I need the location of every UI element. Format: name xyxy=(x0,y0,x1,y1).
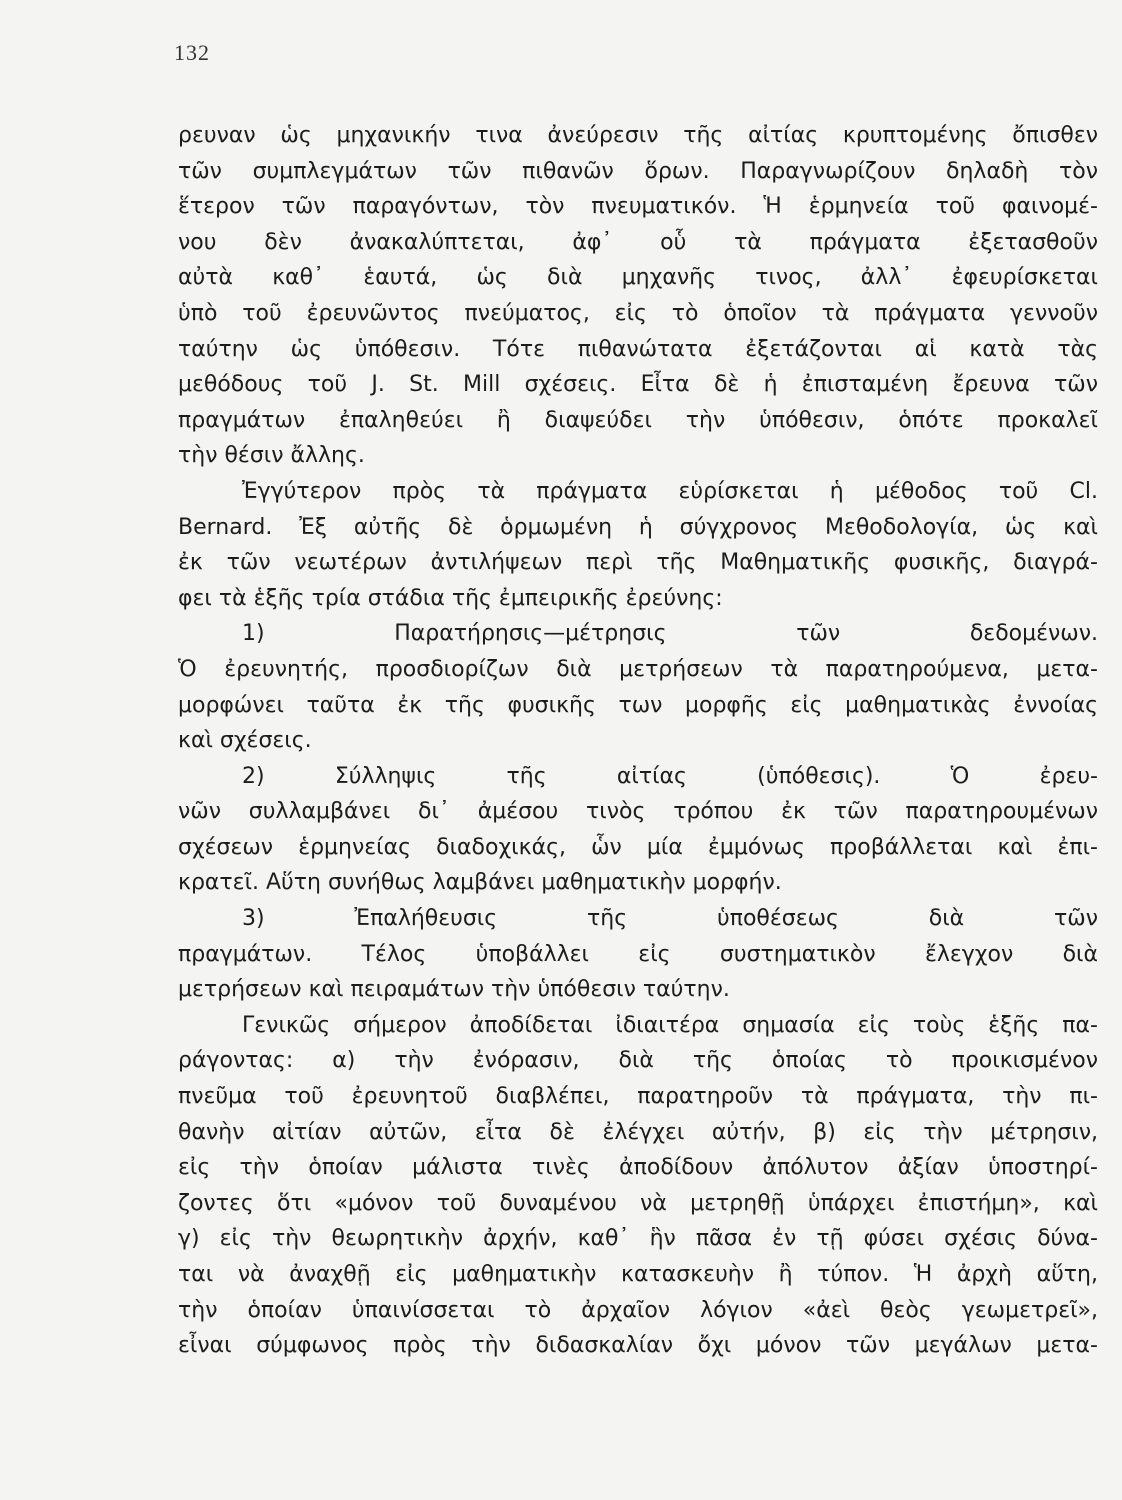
text-line: Ὁ ἐρευνητής, προσδιορίζων διὰ μετρήσεων τὰ παρατηρούμενα, μετα- xyxy=(178,656,1098,682)
text-line: γ) εἰς τὴν θεωρητικὴν ἀρχήν, καθ᾽ ἣν πᾶσα ἐν τῇ φύσει σχέσις δύνα- xyxy=(178,1226,1098,1252)
text-line: ὑπὸ τοῦ ἐρευνῶντος πνεύματος, εἰς τὸ ὁποῖον τὰ πράγματα γεννοῦν xyxy=(178,300,1098,326)
text-line: τὴν θέσιν ἄλλης. xyxy=(178,443,365,469)
text-line: σχέσεων ἑρμηνείας διαδοχικάς, ὧν μία ἐμμόνως προβάλλεται καὶ ἐπι- xyxy=(178,834,1098,860)
text-line: καὶ σχέσεις. xyxy=(178,728,312,754)
text-line: τῶν συμπλεγμάτων τῶν πιθανῶν ὅρων. Παραγνωρίζουν δηλαδὴ τὸν xyxy=(178,158,1098,184)
text-line: πνεῦμα τοῦ ἐρευνητοῦ διαβλέπει, παρατηροῦν τὰ πράγματα, τὴν πι- xyxy=(178,1084,1098,1110)
text-line: Γενικῶς σήμερον ἀποδίδεται ἰδιαιτέρα σημασία εἰς τοὺς ἑξῆς πα- xyxy=(242,1012,1098,1038)
text-line: 1) Παρατήρησις—μέτρησις τῶν δεδομένων. xyxy=(242,621,1098,647)
text-line: μορφώνει ταῦτα ἐκ τῆς φυσικῆς των μορφῆς εἰς μαθηματικὰς ἐννοίας xyxy=(178,692,1098,718)
text-line: ράγοντας: α) τὴν ἐνόρασιν, διὰ τῆς ὁποίας τὸ προικισμένον xyxy=(178,1048,1098,1074)
text-line: μετρήσεων καὶ πειραμάτων τὴν ὑπόθεσιν ταύτην. xyxy=(178,977,730,1003)
text-line: νῶν συλλαμβάνει δι᾽ ἀμέσου τινὸς τρόπου ἐκ τῶν παρατηρουμένων xyxy=(178,799,1098,825)
text-line: πραγμάτων ἐπαληθεύει ἢ διαψεύδει τὴν ὑπόθεσιν, ὁπότε προκαλεῖ xyxy=(178,407,1098,433)
page-number: 132 xyxy=(174,40,210,65)
text-line: ρευναν ὡς μηχανικήν τινα ἀνεύρεσιν τῆς αἰτίας κρυπτομένης ὄπισθεν xyxy=(178,123,1098,148)
text-line: ἐκ τῶν νεωτέρων ἀντιλήψεων περὶ τῆς Μαθηματικῆς φυσικῆς, διαγρά- xyxy=(178,550,1098,576)
text-line: νου δὲν ἀνακαλύπτεται, ἀφ᾽ οὗ τὰ πράγματα ἐξετασθοῦν xyxy=(178,229,1098,255)
text-line: ἕτερον τῶν παραγόντων, τὸν πνευματικόν. Ἡ ἑρμηνεία τοῦ φαινομέ- xyxy=(178,194,1098,220)
text-line: ταύτην ὡς ὑπόθεσιν. Τότε πιθανώτατα ἐξετάζονται αἱ κατὰ τὰς xyxy=(178,336,1098,362)
text-line: 2) Σύλληψις τῆς αἰτίας (ὑπόθεσις). Ὁ ἐρευ- xyxy=(242,763,1098,789)
text-line: φει τὰ ἑξῆς τρία στάδια τῆς ἐμπειρικῆς ἐρεύνης: xyxy=(178,585,723,611)
text-line: Bernard. Ἐξ αὐτῆς δὲ ὁρμωμένη ἡ σύγχρονος Μεθοδολογία, ὡς καὶ xyxy=(178,514,1098,540)
text-line: εἶναι σύμφωνος πρὸς τὴν διδασκαλίαν ὄχι μόνον τῶν μεγάλων μετα- xyxy=(178,1333,1098,1359)
text-line: τὴν ὁποίαν ὑπαινίσσεται τὸ ἀρχαῖον λόγιον «ἀεὶ θεὸς γεωμετρεῖ», xyxy=(178,1297,1098,1323)
text-line: Ἐγγύτερον πρὸς τὰ πράγματα εὑρίσκεται ἡ μέθοδος τοῦ Cl. xyxy=(242,478,1098,504)
text-line: ται νὰ ἀναχθῇ εἰς μαθηματικὴν κατασκευὴν ἢ τύπον. Ἡ ἀρχὴ αὕτη, xyxy=(178,1262,1098,1287)
text-line: θανὴν αἰτίαν αὐτῶν, εἶτα δὲ ἐλέγχει αὐτήν, β) εἰς τὴν μέτρησιν, xyxy=(178,1119,1098,1145)
body-text xyxy=(178,118,1098,1364)
text-line: ζοντες ὅτι «μόνον τοῦ δυναμένου νὰ μετρηθῇ ὑπάρχει ἐπιστήμη», καὶ xyxy=(178,1190,1098,1216)
text-line: κρατεῖ. Αὕτη συνήθως λαμβάνει μαθηματικὴν μορφήν. xyxy=(178,870,782,896)
text-line: 3) Ἐπαλήθευσις τῆς ὑποθέσεως διὰ τῶν xyxy=(242,906,1098,932)
text-line: εἰς τὴν ὁποίαν μάλιστα τινὲς ἀποδίδουν ἀπόλυτον ἀξίαν ὑποστηρί- xyxy=(178,1155,1098,1181)
text-line: πραγμάτων. Τέλος ὑποβάλλει εἰς συστηματικὸν ἔλεγχον διὰ xyxy=(178,941,1098,967)
text-line: μεθόδους τοῦ J. St. Mill σχέσεις. Εἶτα δὲ ἡ ἐπισταμένη ἔρευνα τῶν xyxy=(178,372,1098,398)
text-line: αὐτὰ καθ᾽ ἑαυτά, ὡς διὰ μηχανῆς τινος, ἀλλ᾽ ἐφευρίσκεται xyxy=(178,265,1098,291)
